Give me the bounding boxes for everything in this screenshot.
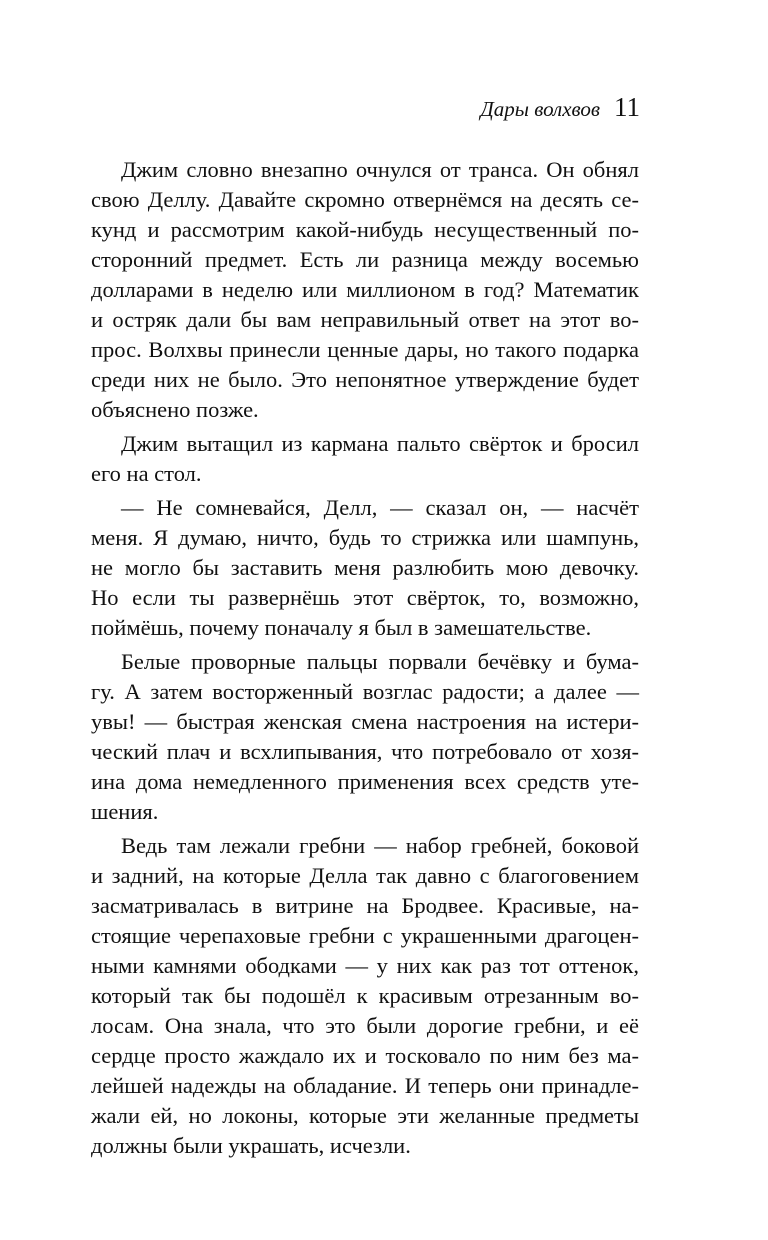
text-line: гу. А затем восторженный возглас радости; а далее — [91, 679, 639, 704]
paragraph-2 [91, 429, 639, 489]
text-line: поймёшь, почему поначалу я был в замешательстве. [91, 615, 592, 640]
text-line: и задний, на которые Делла так давно с благоговением [91, 863, 639, 888]
text-line: кунд и рассмотрим какой-нибудь несущественный по- [91, 217, 639, 242]
paragraph-5 [91, 831, 639, 1161]
text-line: Ведь там лежали гребни — набор гребней, боковой [121, 833, 639, 858]
text-line: ина дома немедленного применения всех средств уте- [91, 769, 639, 794]
text-line: — Не сомневайся, Делл, — сказал он, — насчёт [121, 495, 639, 520]
page-number: 11 [614, 92, 640, 122]
paragraph-3 [91, 493, 639, 643]
text-line: шения. [91, 799, 159, 824]
text-line: Джим словно внезапно очнулся от транса. Он обнял [121, 157, 639, 182]
running-title: Дары волхвов [480, 97, 600, 121]
text-line: Но если ты развернёшь этот свёрток, то, возможно, [91, 585, 639, 610]
text-line: ными камнями ободками — у них как раз тот оттенок, [91, 953, 639, 978]
running-head [480, 92, 640, 123]
paragraph-1 [91, 155, 639, 425]
text-line: Белые проворные пальцы порвали бечёвку и бума- [121, 649, 639, 674]
text-line: его на стол. [91, 461, 202, 486]
text-line: Джим вытащил из кармана пальто свёрток и бросил [121, 431, 639, 456]
paragraph-4 [91, 647, 639, 827]
text-line: свою Деллу. Давайте скромно отвернёмся на десять се- [91, 187, 639, 212]
text-line: жали ей, но локоны, которые эти желанные предметы [91, 1103, 639, 1128]
text-line: увы! — быстрая женская смена настроения на истери- [91, 709, 639, 734]
text-line: прос. Волхвы принесли ценные дары, но такого подарка [91, 337, 639, 362]
text-line: засматривалась в витрине на Бродвее. Красивые, на- [91, 893, 639, 918]
text-line: долларами в неделю или миллионом в год? Математик [91, 277, 639, 302]
text-line: среди них не было. Это непонятное утверждение будет [91, 367, 639, 392]
text-line: не могло бы заставить меня разлюбить мою девочку. [91, 555, 639, 580]
text-line: объяснено позже. [91, 397, 259, 422]
body-text [91, 155, 639, 1161]
text-line: лейшей надежды на обладание. И теперь они принадле- [91, 1073, 639, 1098]
text-line: должны были украшать, исчезли. [91, 1133, 411, 1158]
text-line: ческий плач и всхлипывания, что потребовало от хозя- [91, 739, 639, 764]
text-line: лосам. Она знала, что это были дорогие гребни, и её [91, 1013, 639, 1038]
text-line: сердце просто жаждало их и тосковало по ним без ма- [91, 1043, 639, 1068]
text-line: который так бы подошёл к красивым отрезанным во- [91, 983, 639, 1008]
text-line: стоящие черепаховые гребни с украшенными драгоцен- [91, 923, 639, 948]
text-line: меня. Я думаю, ничто, будь то стрижка или шампунь, [91, 525, 639, 550]
text-line: сторонний предмет. Есть ли разница между восемью [91, 247, 639, 272]
text-line: и остряк дали бы вам неправильный ответ на этот во- [91, 307, 639, 332]
